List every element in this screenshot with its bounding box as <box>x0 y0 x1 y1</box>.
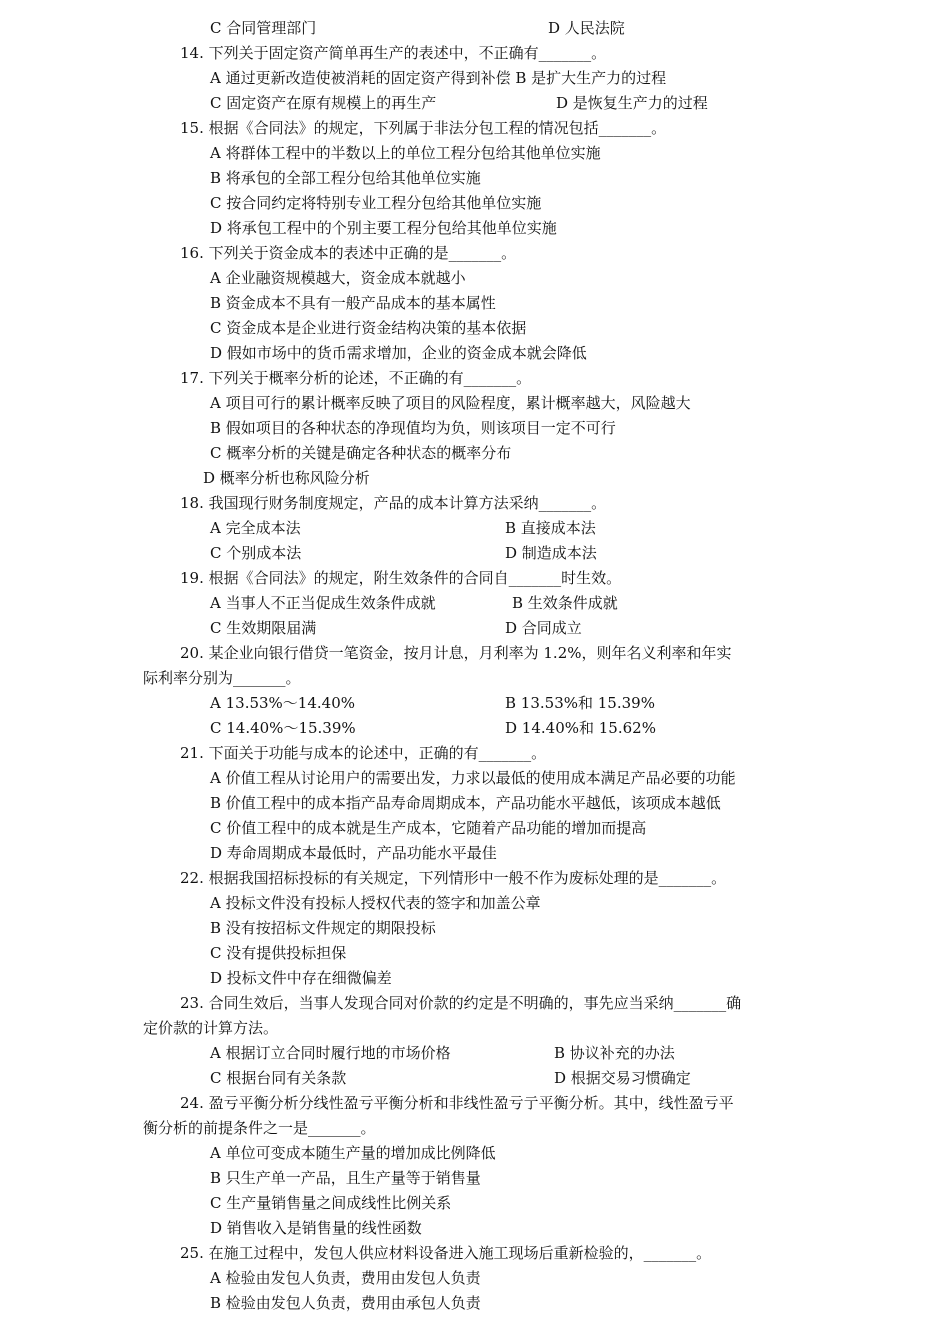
text-line: B 13.53%和 15.39% <box>505 694 655 712</box>
text-line: 18. 我国现行财务制度规定，产品的成本计算方法采纳_______。 <box>180 494 607 512</box>
text-line: D 将承包工程中的个别主要工程分包给其他单位实施 <box>210 219 557 237</box>
text-line: 15. 根据《合同法》的规定，下列属于非法分包工程的情况包括_______。 <box>180 119 667 137</box>
text-line: B 资金成本不具有一般产品成本的基本属性 <box>210 294 496 312</box>
text-line: D 是恢复生产力的过程 <box>556 94 708 112</box>
text-line: 19. 根据《合同法》的规定，附生效条件的合同自_______时生效。 <box>180 569 622 587</box>
text-line: A 投标文件没有投标人授权代表的签字和加盖公章 <box>210 894 541 912</box>
text-line: D 概率分析也称风险分析 <box>203 469 370 487</box>
text-line: D 合同成立 <box>505 619 582 637</box>
text-line: D 14.40%和 15.62% <box>505 719 656 737</box>
text-line: C 固定资产在原有规模上的再生产 <box>210 94 437 112</box>
text-line: B 直接成本法 <box>505 519 596 537</box>
text-line: A 完全成本法 <box>210 519 301 537</box>
text-line: 衡分析的前提条件之一是_______。 <box>143 1119 376 1137</box>
text-line: D 销售收入是销售量的线性函数 <box>210 1219 422 1237</box>
text-line: C 没有提供投标担保 <box>210 944 347 962</box>
text-line: A 通过更新改造使被消耗的固定资产得到补偿 B 是扩大生产力的过程 <box>210 69 667 87</box>
text-line: A 将群体工程中的半数以上的单位工程分包给其他单位实施 <box>210 144 601 162</box>
text-line: A 项目可行的累计概率反映了项目的风险程度，累计概率越大，风险越大 <box>210 394 691 412</box>
text-line: 25. 在施工过程中，发包人供应材料设备进入施工现场后重新检验的，_______。 <box>180 1244 712 1262</box>
text-line: C 14.40%～15.39% <box>210 719 356 737</box>
text-line: D 制造成本法 <box>505 544 597 562</box>
text-line: D 假如市场中的货币需求增加，企业的资金成本就会降低 <box>210 344 587 362</box>
text-line: B 价值工程中的成本指产品寿命周期成本，产品功能水平越低，该项成本越低 <box>210 794 721 812</box>
text-line: B 假如项目的各种状态的净现值均为负，则该项目一定不可行 <box>210 419 616 437</box>
text-line: 22. 根据我国招标投标的有关规定，下列情形中一般不作为废标处理的是_______。 <box>180 869 727 887</box>
text-line: A 检验由发包人负责，费用由发包人负责 <box>210 1269 481 1287</box>
text-line: A 根据订立合同时履行地的市场价格 <box>210 1044 451 1062</box>
text-line: A 单位可变成本随生产量的增加成比例降低 <box>210 1144 496 1162</box>
text-line: C 生效期限届满 <box>210 619 317 637</box>
text-line: C 生产量销售量之间成线性比例关系 <box>210 1194 452 1212</box>
text-line: D 投标文件中存在细微偏差 <box>210 969 392 987</box>
text-line: B 将承包的全部工程分包给其他单位实施 <box>210 169 481 187</box>
text-line: A 价值工程从讨论用户的需要出发，力求以最低的使用成本满足产品必要的功能 <box>210 769 736 787</box>
text-line: 际利率分别为_______。 <box>143 669 301 687</box>
text-line: 24. 盈亏平衡分析分线性盈亏平衡分析和非线性盈亏亍平衡分析。其中，线性盈亏平 <box>180 1094 734 1112</box>
text-line: 23. 合同生效后，当事人发现合同对价款的约定是不明确的，事先应当采纳_______确 <box>180 994 742 1012</box>
text-line: B 协议补充的办法 <box>554 1044 675 1062</box>
text-line: D 寿命周期成本最低时，产品功能水平最佳 <box>210 844 497 862</box>
text-line: C 按合同约定将特别专业工程分包给其他单位实施 <box>210 194 542 212</box>
text-line: B 没有按招标文件规定的期限投标 <box>210 919 436 937</box>
text-line: A 企业融资规模越大，资金成本就越小 <box>210 269 466 287</box>
text-line: B 生效条件成就 <box>512 594 618 612</box>
text-line: 14. 下列关于固定资产简单再生产的表述中，不正确有_______。 <box>180 44 607 62</box>
text-line: B 检验由发包人负责，费用由承包人负责 <box>210 1294 481 1312</box>
text-line: 20. 某企业向银行借贷一笔资金，按月计息，月利率为 1.2%，则年名义利率和年实 <box>180 644 732 662</box>
text-line: C 合同管理部门 <box>210 19 317 37</box>
text-line: 定价款的计算方法。 <box>143 1019 279 1037</box>
text-line: C 个别成本法 <box>210 544 302 562</box>
text-line: B 只生产单一产品，且生产量等于销售量 <box>210 1169 481 1187</box>
text-line: D 人民法院 <box>548 19 625 37</box>
text-line: C 概率分析的关键是确定各种状态的概率分布 <box>210 444 512 462</box>
text-line: C 资金成本是企业进行资金结构决策的基本依据 <box>210 319 527 337</box>
text-line: A 当事人不正当促成生效条件成就 <box>210 594 436 612</box>
text-line: C 根据台同有关条款 <box>210 1069 347 1087</box>
text-line: 21. 下面关于功能与成本的论述中，正确的有_______。 <box>180 744 547 762</box>
text-line: 17. 下列关于概率分析的论述，不正确的有_______。 <box>180 369 532 387</box>
text-line: 16. 下列关于资金成本的表述中正确的是_______。 <box>180 244 517 262</box>
text-line: A 13.53%～14.40% <box>210 694 355 712</box>
text-line: C 价值工程中的成本就是生产成本，它随着产品功能的增加而提高 <box>210 819 647 837</box>
text-line: D 根据交易习惯确定 <box>554 1069 691 1087</box>
